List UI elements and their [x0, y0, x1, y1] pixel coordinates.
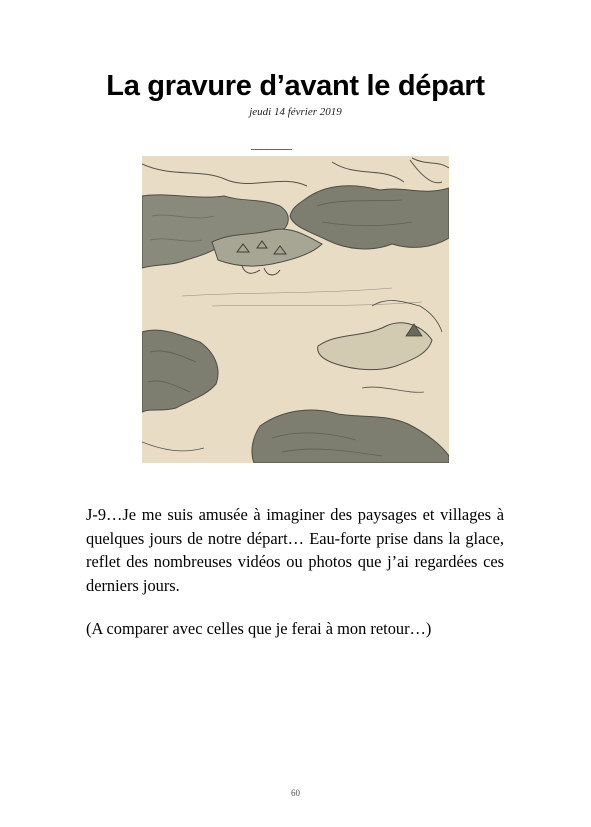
- title-separator: ________: [251, 137, 291, 151]
- page-title: La gravure d’avant le départ: [106, 70, 485, 102]
- page-number: 60: [291, 788, 300, 798]
- etching-image: [142, 156, 449, 463]
- body-paragraph-1: J-9…Je me suis amusée à imaginer des paysages et villages à quelques jours de notre départ… Eau-forte prise dans la glace, reflet des nombreuses vidéos ou photos que j’ai regardées ces derniers jours.: [86, 505, 504, 595]
- post-date: jeudi 14 février 2019: [249, 106, 342, 118]
- body-paragraph-2: (A comparer avec celles que je ferai à mon retour…): [86, 619, 432, 638]
